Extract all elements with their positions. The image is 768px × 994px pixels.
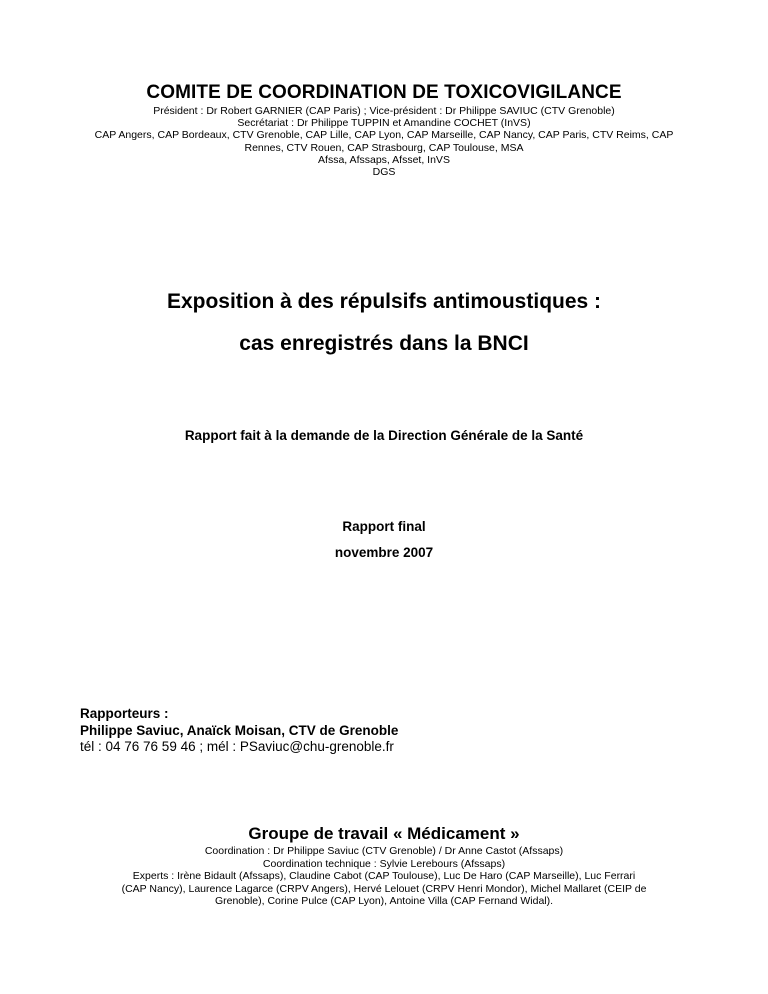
committee-president-line: Président : Dr Robert GARNIER (CAP Paris) ; Vice-président : Dr Philippe SAVIUC (CTV Grenoble) <box>153 105 615 117</box>
working-group-coordination: Coordination : Dr Philippe Saviuc (CTV Grenoble) / Dr Anne Castot (Afssaps) <box>204 845 564 857</box>
committee-members-line: CAP Angers, CAP Bordeaux, CTV Grenoble, CAP Lille, CAP Lyon, CAP Marseille, CAP Nancy, CAP Paris, CTV Reims, CAP <box>94 129 674 142</box>
working-group-experts-line: Experts : Irène Bidault (Afssaps), Claudine Cabot (CAP Toulouse), Luc De Haro (CAP Marseille), Luc Ferrari <box>132 870 636 883</box>
working-group-block <box>40 824 728 908</box>
committee-secretariat-line: Secrétariat : Dr Philippe TUPPIN et Amandine COCHET (InVS) <box>237 117 531 130</box>
report-title-line: cas enregistrés dans la BNCI <box>239 332 529 355</box>
working-group-title: Groupe de travail « Médicament » <box>248 824 520 843</box>
report-subtitle: Rapport fait à la demande de la Direction Générale de la Santé <box>184 428 584 443</box>
rapporteurs-block <box>80 706 700 756</box>
report-date: novembre 2007 <box>334 545 434 560</box>
committee-dgs-line: DGS <box>372 166 396 179</box>
working-group-technical-coordination: Coordination technique : Sylvie Lerebours (Afssaps) <box>262 857 506 870</box>
committee-title: COMITE DE COORDINATION DE TOXICOVIGILANCE <box>146 82 622 103</box>
report-title <box>40 288 728 358</box>
working-group-experts-line: (CAP Nancy), Laurence Lagarce (CRPV Angers), Hervé Lelouet (CRPV Henri Mondor), Michel Mallaret (CEIP de <box>121 882 647 895</box>
report-status-block <box>40 514 728 566</box>
report-title-line: Exposition à des répulsifs antimoustiques : <box>166 290 602 313</box>
committee-agencies-line: Afssa, Afssaps, Afsset, InVS <box>318 153 450 166</box>
committee-members-line: Rennes, CTV Rouen, CAP Strasbourg, CAP Toulouse, MSA <box>244 141 524 154</box>
rapporteurs-heading: Rapporteurs : <box>80 706 169 721</box>
working-group-experts-line: Grenoble), Corine Pulce (CAP Lyon), Antoine Villa (CAP Fernand Widal). <box>214 895 554 908</box>
report-status: Rapport final <box>342 519 426 534</box>
committee-header <box>40 82 728 178</box>
rapporteurs-contact: tél : 04 76 76 59 46 ; mél : PSaviuc@chu-grenoble.fr <box>80 739 394 754</box>
rapporteurs-names: Philippe Saviuc, Anaïck Moisan, CTV de Grenoble <box>80 722 399 738</box>
